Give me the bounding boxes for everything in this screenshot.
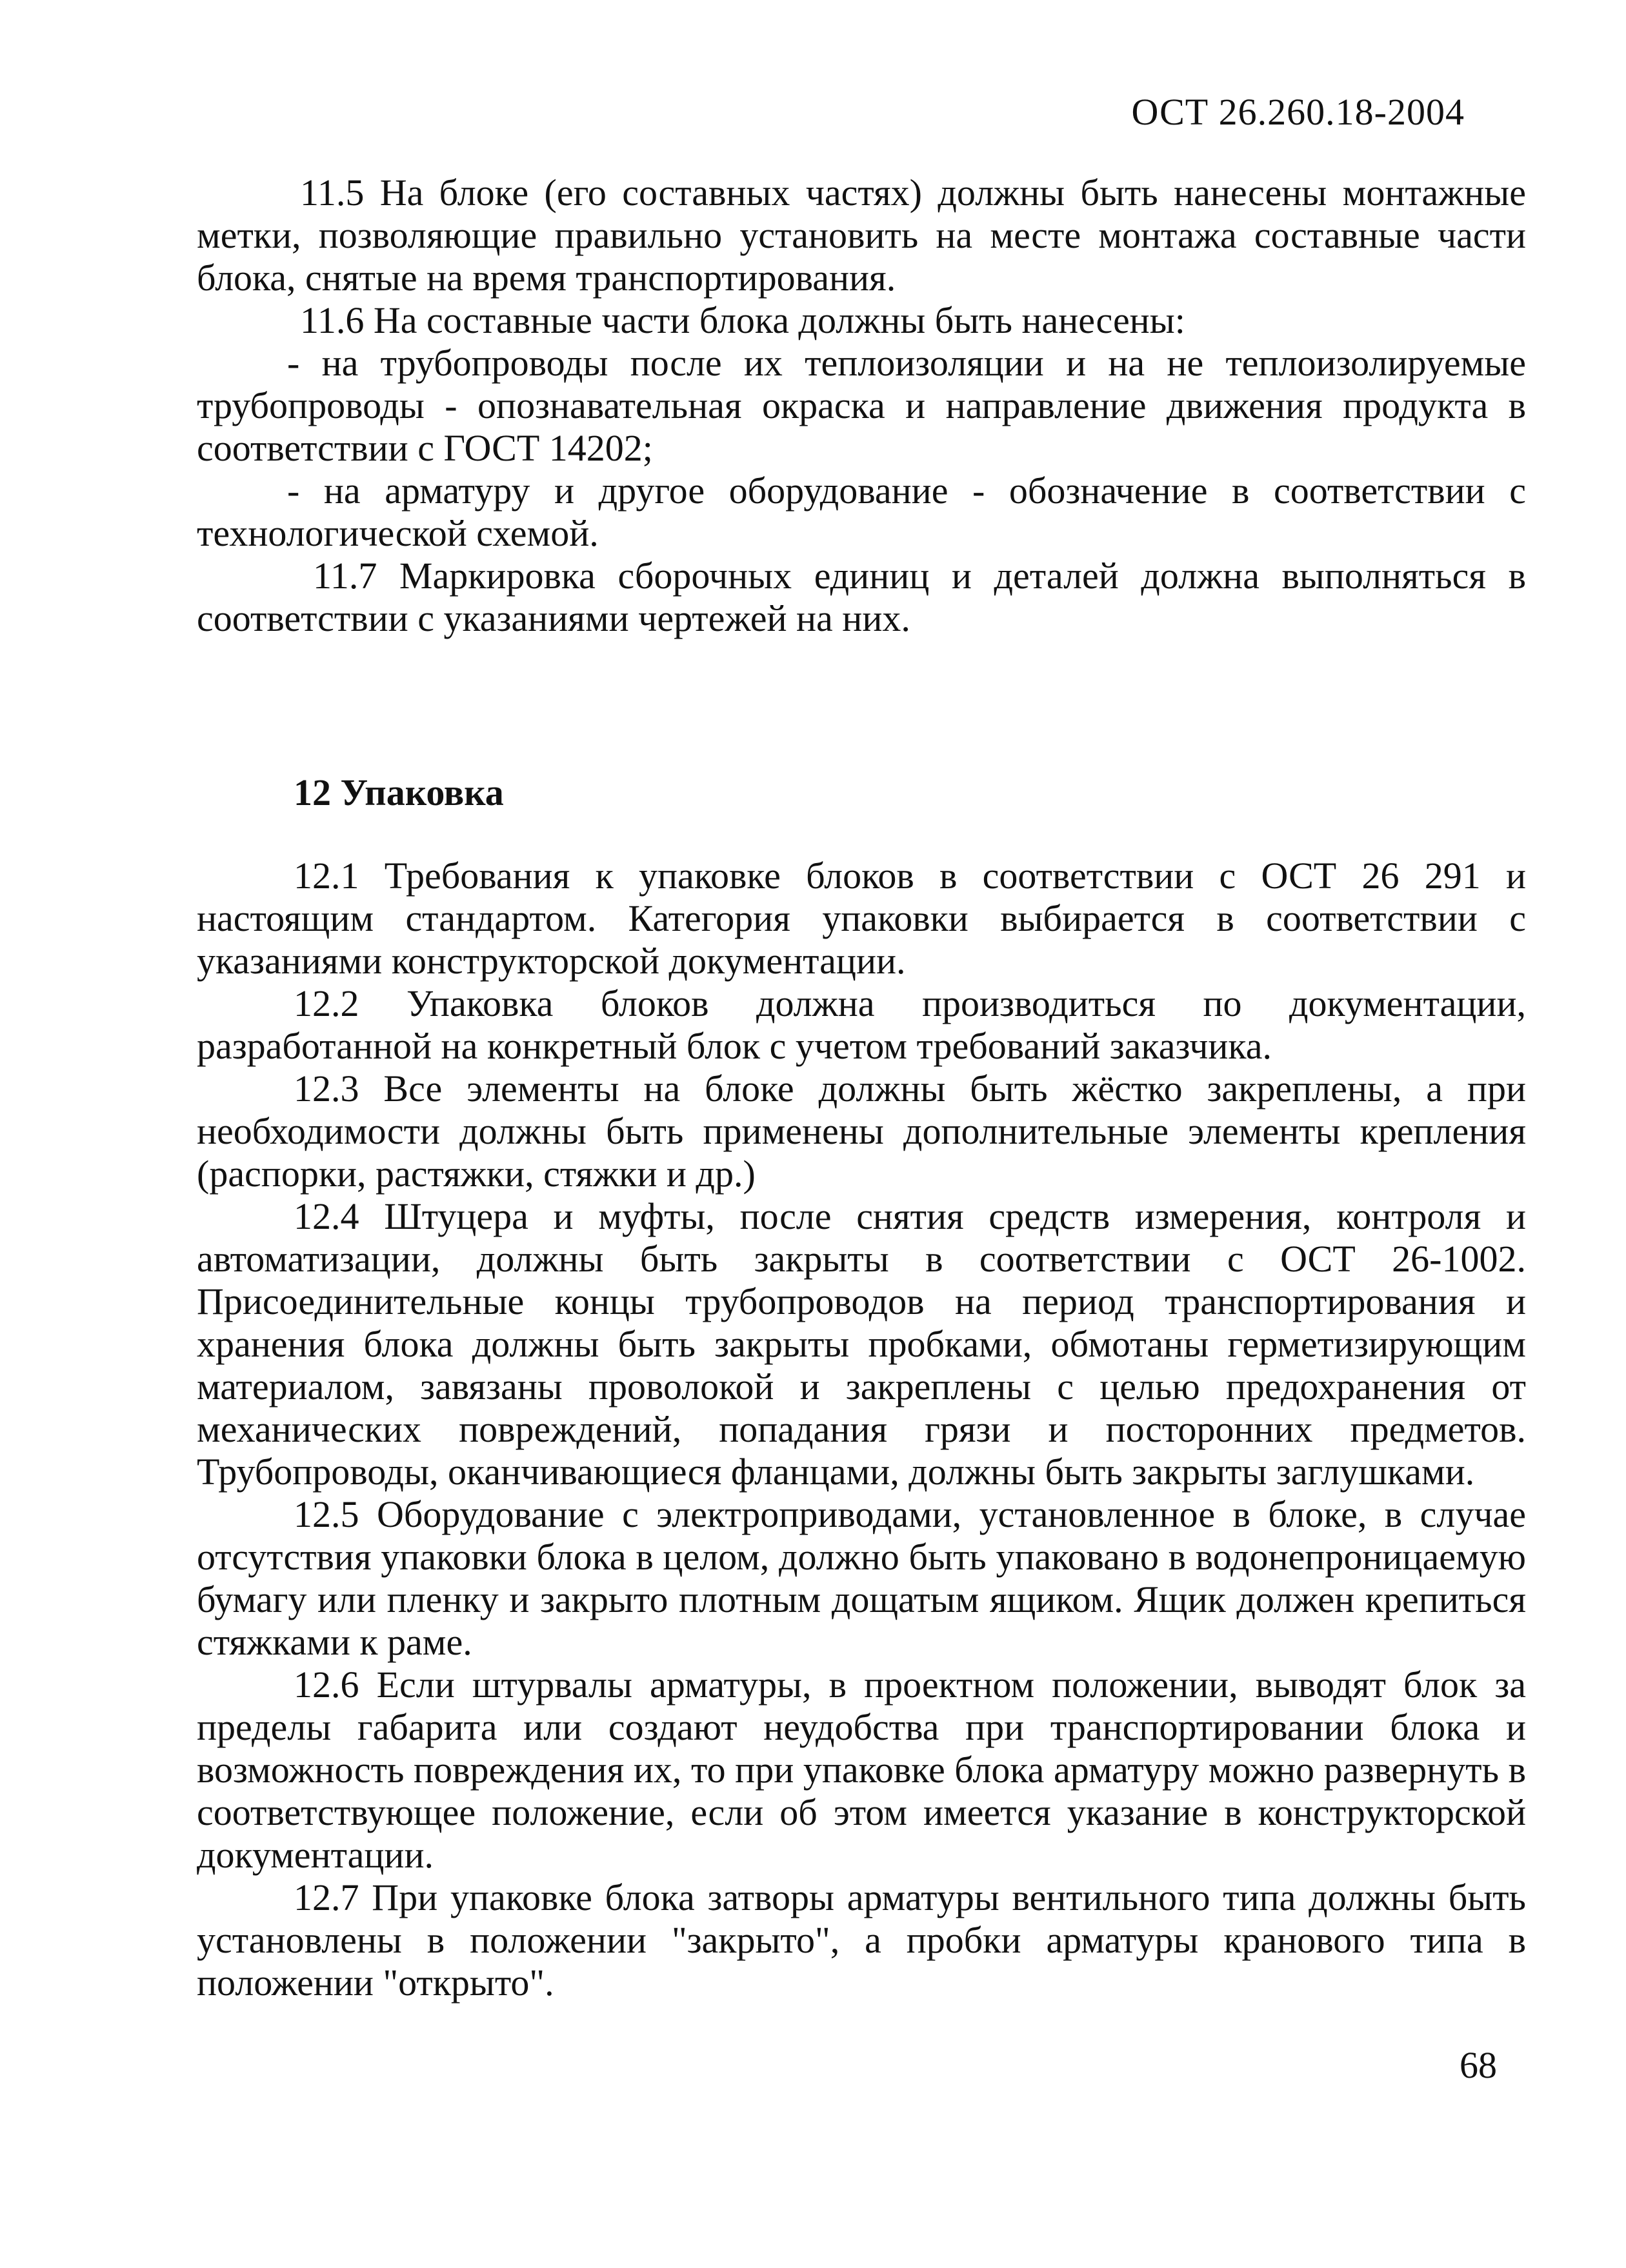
- paragraph-12-1: 12.1 Требования к упаковке блоков в соответствии с ОСТ 26 291 и настоящим стандартом. Категория упаковки выбирается в соответствии с указаниями конструкторской документации.: [197, 855, 1526, 982]
- paragraph-11-6-pipelines: - на трубопроводы после их теплоизоляции и на не теплоизолируемые трубопроводы - опознавательная окраска и направление движения продукта в соответствии с ГОСТ 14202;: [197, 342, 1526, 469]
- paragraph-12-6: 12.6 Если штурвалы арматуры, в проектном положении, выводят блок за пределы габарита или создают неудобства при транспортировании блока и возможность повреждения их, то при упаковке блока арматуру можно развернуть в соответствующее положение, если об этом имеется указание в конструкторской документации.: [197, 1664, 1526, 1876]
- paragraph-11-7: 11.7 Маркировка сборочных единиц и деталей должна выполняться в соответствии с указаниями чертежей на них.: [197, 555, 1526, 639]
- paragraph-11-5: 11.5 На блоке (его составных частях) должны быть нанесены монтажные метки, позволяющие правильно установить на месте монтажа составные части блока, снятые на время транспортирования.: [197, 172, 1526, 299]
- section-12-body: [197, 855, 1526, 2004]
- section-11-body: [197, 172, 1526, 640]
- paragraph-12-2: 12.2 Упаковка блоков должна производиться по документации, разработанной на конкретный блок с учетом требований заказчика.: [197, 982, 1526, 1067]
- paragraph-12-5: 12.5 Оборудование с электроприводами, установленное в блоке, в случае отсутствия упаковки блока в целом, должно быть упаковано в водонепроницаемую бумагу или пленку и закрыто плотным дощатым ящиком. Ящик должен крепиться стяжками к раме.: [197, 1493, 1526, 1663]
- paragraph-12-4: 12.4 Штуцера и муфты, после снятия средств измерения, контроля и автоматизации, должны быть закрыты в соответствии с ОСТ 26-1002. Присоединительные концы трубопроводов на период транспортирования и хранения блока должны быть закрыты пробками, обмотаны герметизирующим материалом, завязаны проволокой и закреплены с целью предохранения от механических повреждений, попадания грязи и посторонних предметов. Трубопроводы, оканчивающиеся фланцами, должны быть закрыты заглушками.: [197, 1195, 1526, 1493]
- paragraph-12-3: 12.3 Все элементы на блоке должны быть жёстко закреплены, а при необходимости должны быть применены дополнительные элементы крепления (распорки, растяжки, стяжки и др.): [197, 1068, 1526, 1195]
- section-12-heading: 12 Упаковка: [294, 771, 504, 813]
- paragraph-11-6: 11.6 На составные части блока должны быть нанесены:: [300, 299, 1185, 341]
- paragraph-12-7: 12.7 При упаковке блока затворы арматуры вентильного типа должны быть установлены в положении "закрыто", а пробки арматуры кранового типа в положении "открыто".: [197, 1876, 1526, 2004]
- document-code: ОСТ 26.260.18-2004: [1131, 91, 1465, 133]
- page-number: 68: [1460, 2044, 1497, 2086]
- paragraph-11-6-fittings: - на арматуру и другое оборудование - обозначение в соответствии с технологической схемой.: [197, 470, 1526, 554]
